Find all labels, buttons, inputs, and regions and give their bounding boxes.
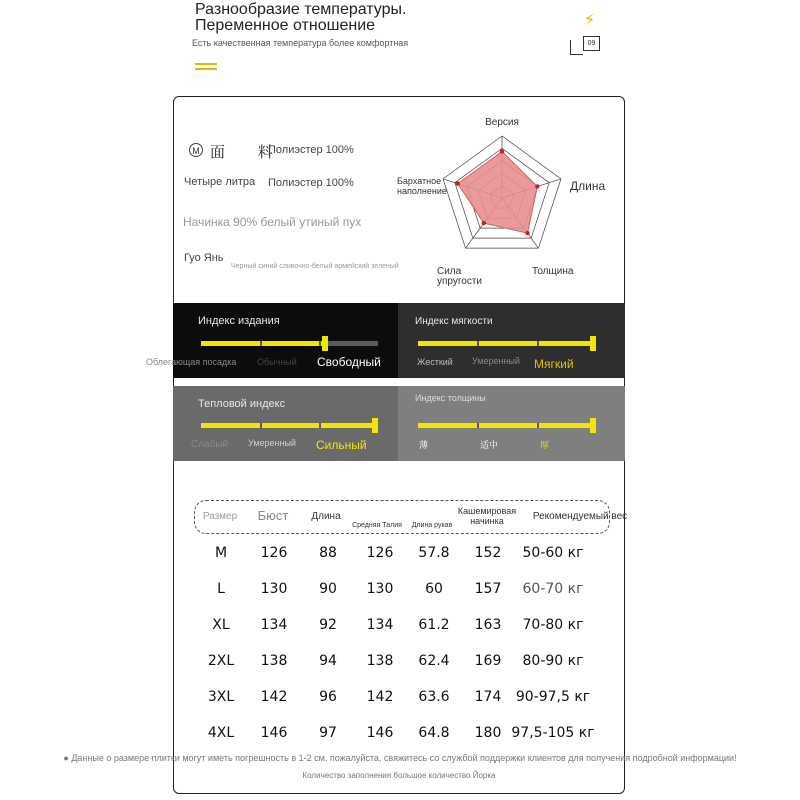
fit-index-track	[201, 341, 378, 346]
index-fill-segment	[201, 341, 260, 346]
material-m-icon: M	[189, 143, 203, 157]
header-weight: Рекомендуемый вес	[532, 511, 628, 522]
table-cell: L	[217, 581, 225, 597]
table-cell: 138	[260, 653, 288, 669]
table-cell: 90-97,5 кг	[515, 689, 591, 705]
warmth-index-track	[201, 423, 378, 428]
lining-label: Четыре литра	[184, 176, 256, 188]
softness-option-3: Мягкий	[534, 357, 574, 371]
table-cell: 180	[474, 725, 502, 741]
index-fill-segment	[321, 423, 378, 428]
index-fill-segment	[201, 423, 260, 428]
index-fill-segment	[479, 423, 537, 428]
table-cell: 134	[260, 617, 288, 633]
radar-point	[482, 221, 486, 225]
page-title: Разнообразие температуры. Переменное отношение	[195, 1, 407, 34]
thickness-index-handle	[590, 418, 596, 433]
table-cell: 3XL	[207, 689, 235, 705]
table-cell: 142	[260, 689, 288, 705]
table-cell: 152	[474, 545, 502, 561]
warmth-option-3: Сильный	[316, 438, 367, 452]
radar-label-elasticity: Сила упругости	[437, 266, 483, 287]
table-cell: 142	[366, 689, 394, 705]
color-label: Гуо Янь	[184, 252, 224, 264]
table-cell: 126	[366, 545, 394, 561]
fabric-label: 面 料	[210, 143, 287, 161]
table-cell: 163	[474, 617, 502, 633]
fit-index-panel	[146, 303, 398, 378]
header-sleeve: Длина рукав	[411, 522, 453, 529]
warmth-index-panel	[173, 386, 398, 461]
header-waist: Средняя Талия	[352, 522, 402, 529]
radar-area	[458, 152, 538, 234]
softness-option-2: Умеренный	[472, 356, 520, 366]
table-cell: 60-70 кг	[522, 581, 584, 597]
fabric-value: Полиэстер 100%	[268, 144, 354, 156]
page-subtitle: Есть качественная температура более комфортная	[192, 38, 409, 48]
radar-label-thickness: Толщина	[532, 266, 574, 277]
softness-index-panel	[398, 303, 625, 378]
radar-label-version: Версия	[485, 117, 519, 128]
warmth-index-title: Тепловой индекс	[198, 398, 286, 410]
table-cell: 57.8	[418, 545, 450, 561]
thickness-option-3: 厚	[540, 441, 550, 451]
document-icon	[570, 36, 598, 54]
radar-point	[525, 231, 529, 235]
radar-label-length: Длина	[570, 179, 606, 193]
thickness-index-title: Индекс толщины	[415, 393, 486, 403]
radar-point	[456, 181, 460, 185]
table-cell: 92	[319, 617, 337, 633]
thickness-option-2: 适中	[480, 441, 499, 451]
document-number: 09	[583, 36, 600, 51]
radar-point	[535, 184, 539, 188]
table-cell: 70-80 кг	[522, 617, 584, 633]
index-fill-segment	[539, 423, 596, 428]
lining-value: Полиэстер 100%	[268, 177, 354, 189]
fit-index-handle	[322, 336, 328, 351]
table-cell: 2XL	[207, 653, 235, 669]
size-note: ● Данные о размере плитки могут иметь погрешность в 1-2 см, пожалуйста, свяжитесь со службой поддержки клиентов для получения подробной информации!	[63, 753, 737, 763]
fill-note: Количество заполнения большое количество Йорка	[302, 771, 496, 780]
table-cell: 62.4	[418, 653, 450, 669]
table-cell: 126	[260, 545, 288, 561]
index-fill-segment	[262, 341, 319, 346]
menu-icon[interactable]	[195, 63, 217, 73]
radar-label-velvet: Бархатное наполнение	[397, 176, 447, 196]
index-fill-segment	[539, 341, 596, 346]
warmth-index-handle	[372, 418, 378, 433]
table-cell: 130	[366, 581, 394, 597]
table-cell: 146	[366, 725, 394, 741]
table-cell: 134	[366, 617, 394, 633]
table-cell: 138	[366, 653, 394, 669]
table-cell: M	[214, 545, 228, 561]
table-cell: 64.8	[418, 725, 450, 741]
header-filling: Кашемировая начинка	[457, 506, 517, 526]
softness-option-1: Жесткий	[417, 357, 453, 367]
warmth-option-2: Умеренный	[248, 438, 296, 448]
header-bust: Бюст	[257, 508, 289, 523]
table-cell: 97,5-105 кг	[511, 725, 595, 741]
index-fill-segment	[418, 341, 477, 346]
table-cell: 63.6	[418, 689, 450, 705]
softness-index-title: Индекс мягкости	[415, 316, 493, 327]
table-cell: 130	[260, 581, 288, 597]
table-cell: 80-90 кг	[522, 653, 584, 669]
color-value: Черный синий сливочно-белый армейский зеленый	[231, 263, 399, 270]
radar-point	[500, 149, 504, 153]
fit-option-1: Облегающая посадка	[146, 357, 237, 367]
table-cell: 60	[425, 581, 443, 597]
table-cell: 169	[474, 653, 502, 669]
index-fill-segment	[479, 341, 537, 346]
table-cell: 61.2	[418, 617, 450, 633]
lightning-icon: ⚡	[584, 12, 596, 29]
table-cell: 96	[319, 689, 337, 705]
fit-option-3: Свободный	[317, 355, 381, 369]
table-cell: 146	[260, 725, 288, 741]
index-fill-segment	[418, 423, 477, 428]
thickness-index-track	[418, 423, 596, 428]
radar-chart	[395, 110, 620, 290]
softness-index-handle	[590, 336, 596, 351]
table-cell: 4XL	[207, 725, 235, 741]
softness-index-track	[418, 341, 596, 346]
table-cell: 90	[319, 581, 337, 597]
filling-info: Начинка 90% белый утиный пух	[183, 215, 362, 229]
table-cell: 174	[474, 689, 502, 705]
fit-option-2: Обычный	[257, 357, 297, 367]
table-cell: XL	[212, 617, 230, 633]
table-cell: 88	[319, 545, 337, 561]
index-fill-segment	[262, 423, 319, 428]
header-length: Длина	[311, 511, 341, 522]
warmth-option-1: Слабый	[191, 439, 229, 450]
header-size: Размер	[202, 511, 238, 522]
table-cell: 50-60 кг	[522, 545, 584, 561]
thickness-index-panel	[398, 386, 625, 461]
table-cell: 157	[474, 581, 502, 597]
thickness-option-1: 薄	[419, 441, 429, 451]
fit-index-title: Индекс издания	[198, 315, 280, 327]
table-cell: 94	[319, 653, 337, 669]
table-cell: 97	[319, 725, 337, 741]
